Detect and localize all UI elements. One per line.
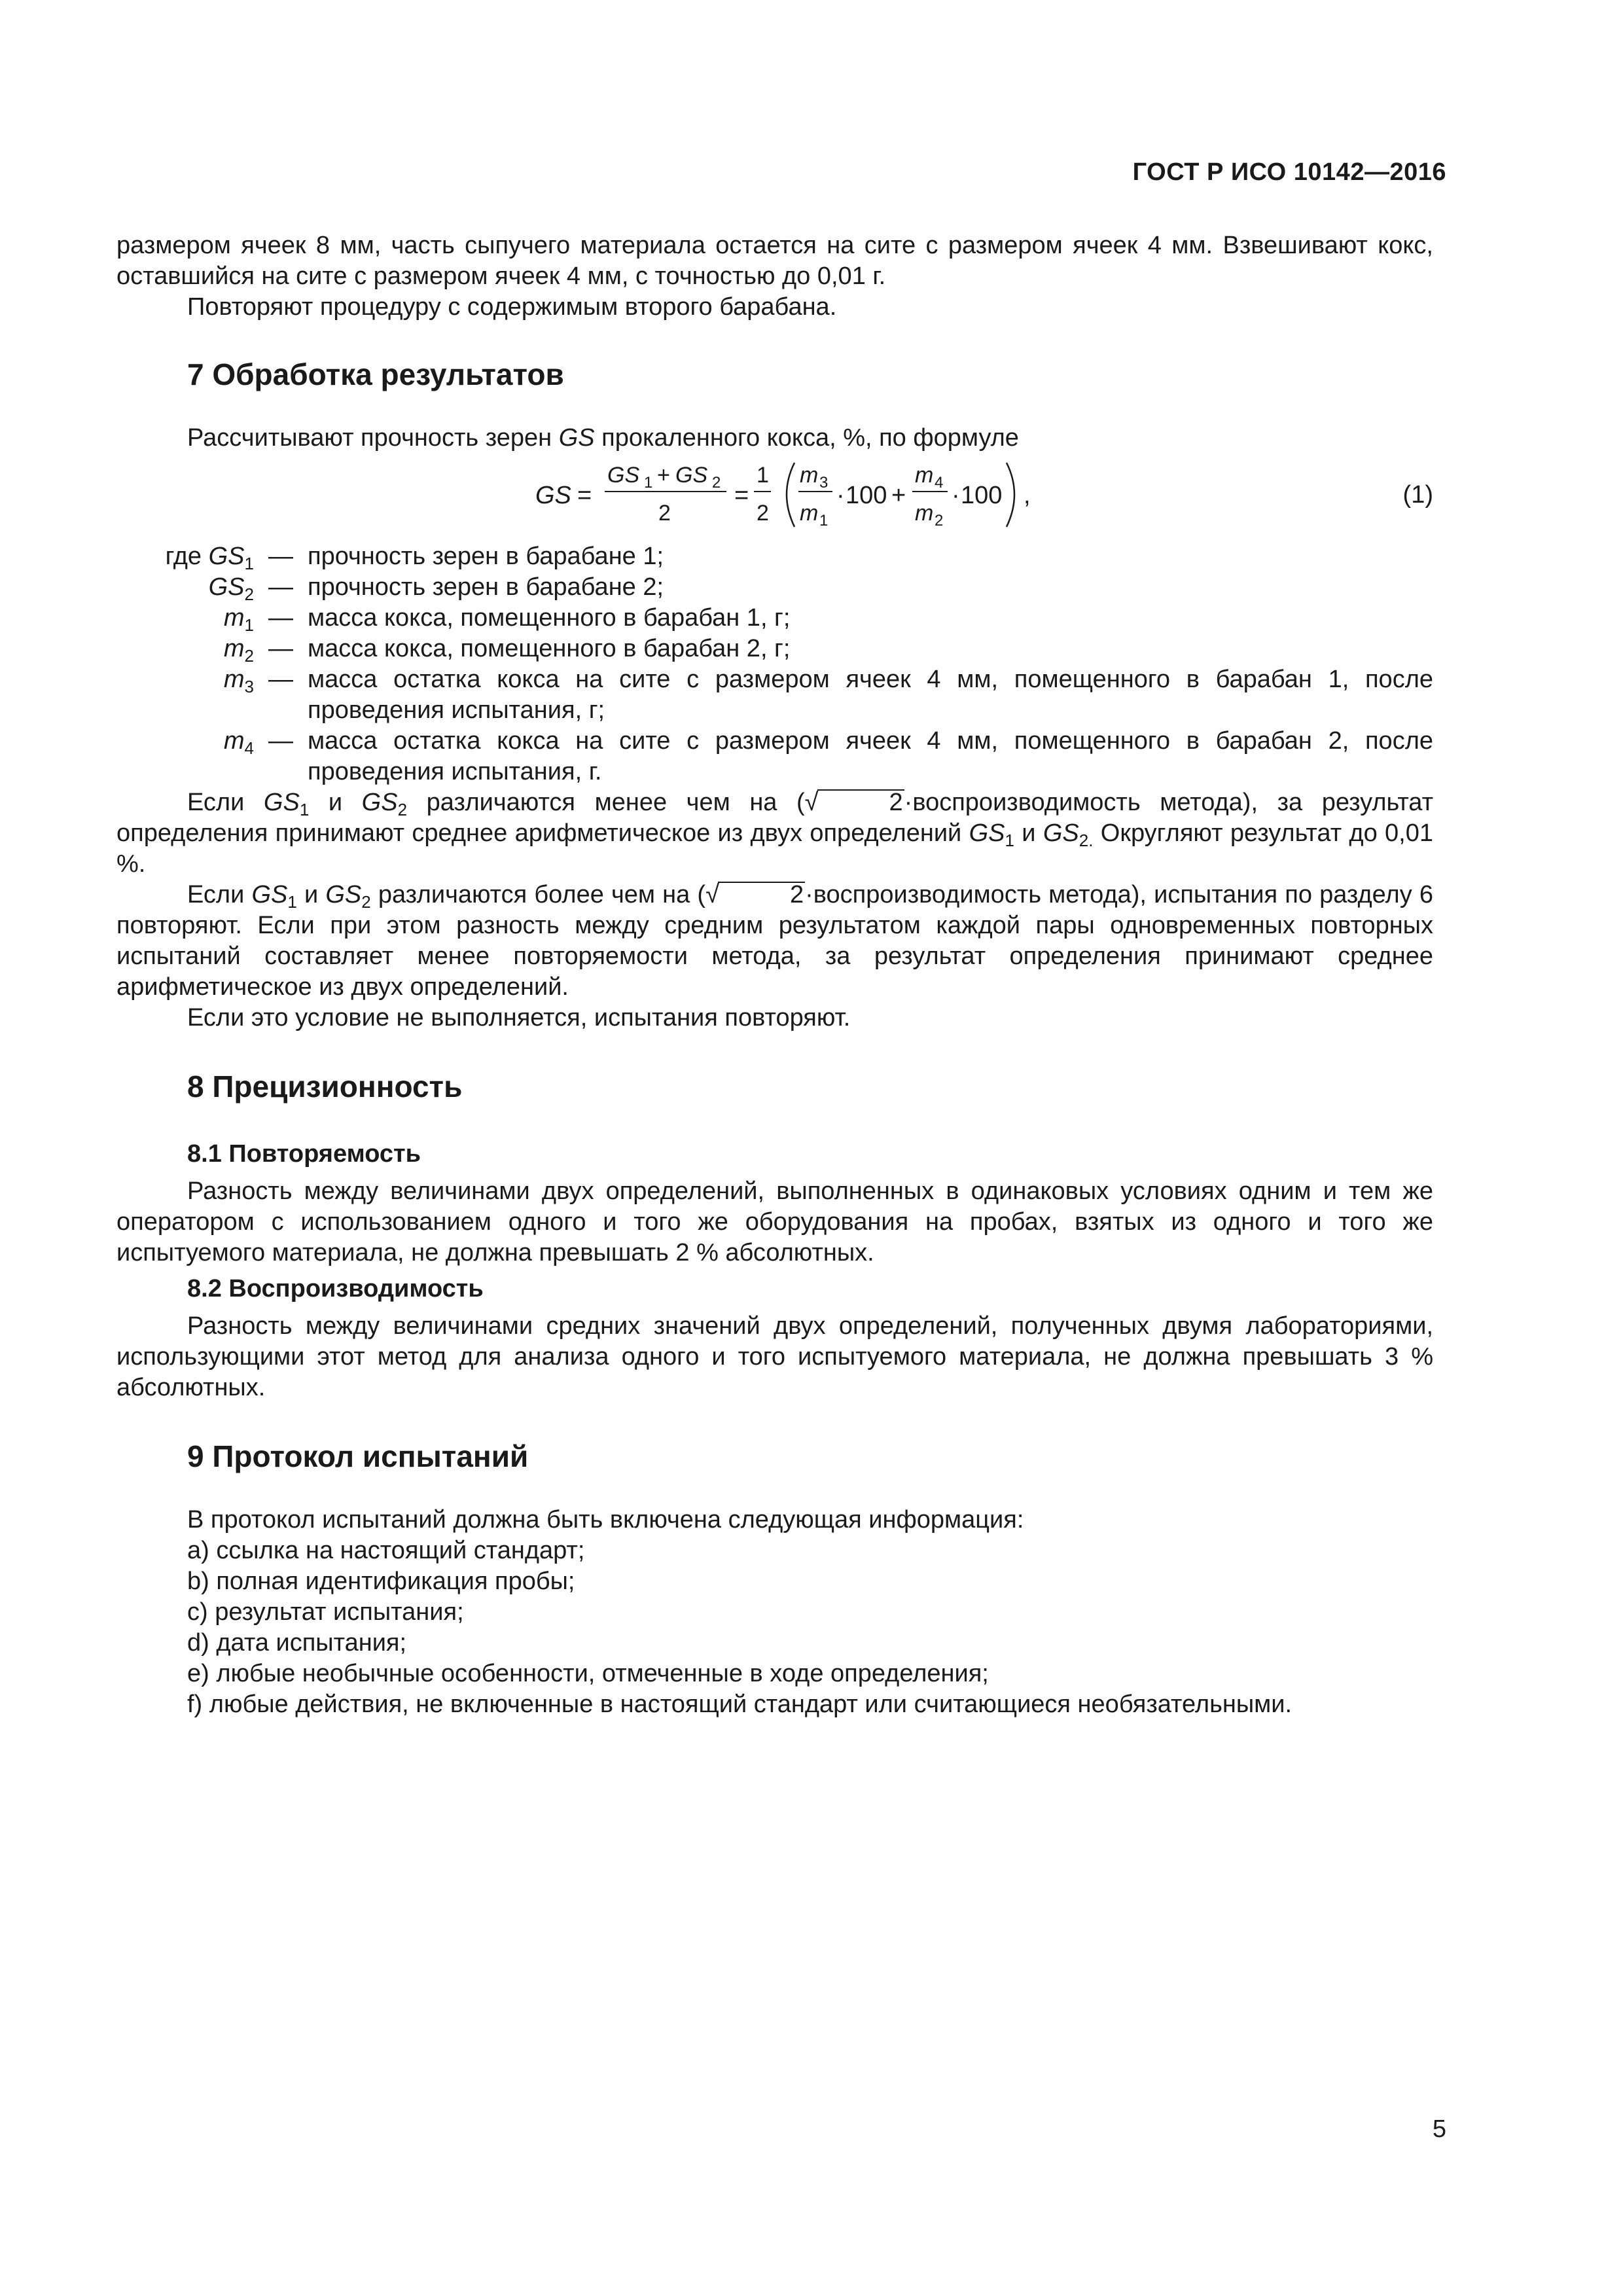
svg-text:GS: GS: [607, 463, 640, 488]
definition-row: $m_1$ — масса кокса, помещенного в барабан 1, г;: [116, 603, 1433, 634]
svg-text:+: +: [891, 482, 906, 509]
svg-text:2: 2: [935, 512, 944, 529]
intro-paragraph: размером ячеек 8 мм, часть сыпучего материала остается на сите с размером ячеек 4 мм. Взвешивают кокс, оставшийся на сите с размером ячеек 4 мм, с точностью до 0,01 г.: [116, 232, 1433, 290]
more-than-paragraph: Если $GS_1$ и $GS_2$ различаются более чем на (√ 2·воспроизводимость метода), испытания по разделу 6 повторяют. Если при этом разность между средним результатом каждой пары одновременных повторных испытаний составляет менее повторяемости метода, за результат определения принимают среднее арифметическое из двух определений.: [116, 881, 1433, 1001]
svg-text:=: =: [734, 482, 749, 509]
definition-text: масса остатка кокса на сите с размером ячеек 4 мм, помещенного в барабан 2, после проведения испытания, г.: [308, 727, 1433, 785]
definition-symbol: $GS_2$: [208, 573, 254, 604]
standard-header: ГОСТ Р ИСО 10142—2016: [1132, 158, 1446, 186]
section-7-title: 7 Обработка результатов: [187, 357, 564, 391]
variable-definitions: [116, 541, 1433, 787]
definition-text: масса кокса, помещенного в барабан 1, г;: [308, 604, 791, 632]
svg-text:m: m: [915, 463, 934, 488]
svg-text:100: 100: [961, 482, 1003, 509]
condition-fail-paragraph: Если это условие не выполняется, испытания повторяют.: [187, 1004, 851, 1031]
formula-number: (1): [1402, 481, 1433, 509]
svg-text:GS: GS: [675, 463, 708, 488]
intro-repeat-paragraph: Повторяют процедуру с содержимым второго барабана.: [187, 293, 837, 321]
svg-text:GS: GS: [535, 482, 571, 509]
definition-text: масса остатка кокса на сите с размером ячеек 4 мм, помещенного в барабан 1, после проведения испытания, г;: [308, 666, 1433, 724]
svg-text:m: m: [800, 463, 819, 488]
definition-row: $m_3$ — масса остатка кокса на сите с размером ячеек 4 мм, помещенного в барабан 1, после проведения испытания, г;: [116, 664, 1433, 726]
list-item: a) ссылка на настоящий стандарт;: [187, 1537, 585, 1564]
page-number: 5: [1432, 2115, 1446, 2143]
svg-text:3: 3: [819, 474, 829, 492]
protocol-intro: В протокол испытаний должна быть включена следующая информация:: [187, 1506, 1024, 1534]
document-body: [116, 230, 1433, 1720]
svg-text:=: =: [577, 482, 592, 509]
list-item: d) дата испытания;: [187, 1629, 407, 1657]
svg-text:m: m: [800, 501, 819, 526]
definition-text: прочность зерен в барабане 1;: [308, 543, 664, 570]
repeatability-paragraph: Разность между величинами двух определений, выполненных в одинаковых условиях одним и тем же оператором с использованием одного и того же оборудования на пробах, взятых из одного и того же испытуемого материала, не должна превышать 2 % абсолютных.: [116, 1177, 1433, 1266]
less-than-paragraph: Если $GS_1$ и $GS_2$ различаются менее чем на (√ 2·воспроизводимость метода), за результат определения принимают среднее арифметическое из двух определений $GS_1$ и $GS_{2.}$ Округляют результат до 0,01 %.: [116, 789, 1434, 878]
svg-text:100: 100: [846, 482, 887, 509]
definition-text: масса кокса, помещенного в барабан 2, г;: [308, 635, 791, 662]
svg-text:2: 2: [712, 474, 721, 492]
section-9-title: 9 Протокол испытаний: [187, 1439, 529, 1473]
list-item: f) любые действия, не включенные в настоящий стандарт или считающиеся необязательными.: [187, 1691, 1293, 1718]
definition-symbol: $m_3$: [223, 666, 254, 696]
svg-text:+: +: [657, 463, 670, 488]
svg-text:1: 1: [819, 512, 829, 529]
definition-symbol: где $GS_1$: [165, 543, 254, 573]
svg-text:2: 2: [658, 501, 671, 526]
section-8-title: 8 Прецизионность: [187, 1069, 463, 1103]
reproducibility-paragraph: Разность между величинами средних значений двух определений, полученных двумя лабораториями, использующими этот метод для анализа одного и того испытуемого материала, не должна превышать 3 % абсолютных.: [116, 1312, 1433, 1401]
definition-row: где $GS_1$ — прочность зерен в барабане 1;: [116, 541, 1433, 572]
svg-text:,: ,: [1024, 482, 1031, 509]
formula-1: [116, 456, 1433, 533]
formula-intro: Рассчитывают прочность зерен GS прокаленного кокса, %, по формуле: [187, 424, 1019, 452]
svg-text:·: ·: [836, 482, 845, 509]
svg-text:1: 1: [644, 474, 653, 492]
list-item: b) полная идентификация пробы;: [187, 1568, 575, 1595]
definition-symbol: $m_4$: [223, 727, 254, 758]
subsection-8-2-title: 8.2 Воспроизводимость: [187, 1275, 484, 1302]
protocol-list: [116, 1535, 1433, 1720]
subsection-8-1-title: 8.1 Повторяемость: [187, 1140, 421, 1168]
list-item: c) результат испытания;: [187, 1598, 464, 1626]
definition-text: прочность зерен в барабане 2;: [308, 573, 664, 601]
definition-symbol: $m_2$: [223, 635, 254, 666]
definition-symbol: $m_1$: [223, 604, 254, 635]
definition-row: $GS_2$ — прочность зерен в барабане 2;: [116, 572, 1433, 603]
svg-text:m: m: [915, 501, 934, 526]
svg-text:4: 4: [935, 474, 944, 492]
svg-text:2: 2: [757, 501, 769, 526]
formula-graphic: [116, 456, 1433, 533]
list-item: e) любые необычные особенности, отмеченные в ходе определения;: [187, 1660, 989, 1687]
svg-text:1: 1: [757, 463, 769, 488]
definition-row: $m_2$ — масса кокса, помещенного в барабан 2, г;: [116, 634, 1433, 664]
svg-text:·: ·: [952, 482, 960, 509]
definition-row: $m_4$ — масса остатка кокса на сите с размером ячеек 4 мм, помещенного в барабан 2, после проведения испытания, г.: [116, 726, 1433, 787]
